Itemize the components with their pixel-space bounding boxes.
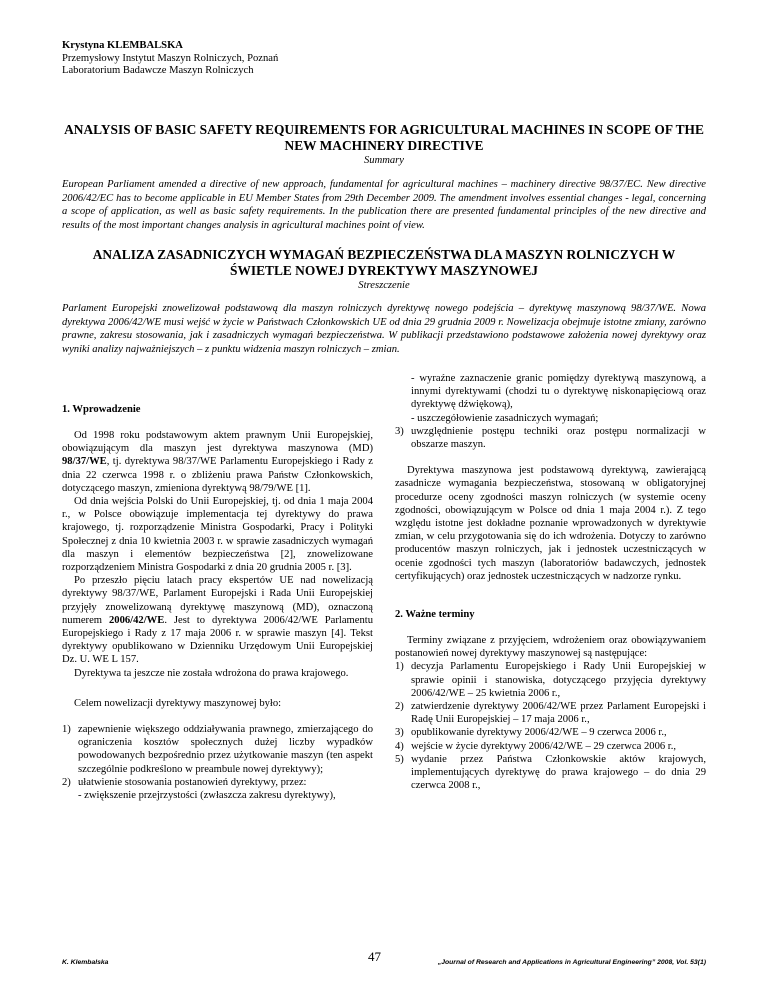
sub-list-item: - wyraźne zaznaczenie granic pomiędzy dyrektywą maszynową, a innymi dyrektywami (chodzi tu o dyrektywę niskonapięciową oraz dyrektywę dźwiękową), xyxy=(411,373,706,411)
list-text: zatwierdzenie dyrektywy 2006/42/WE przez Parlament Europejski i Radę Unii Europejskiej – 17 maja 2006 r., xyxy=(411,701,706,726)
page-number: 47 xyxy=(368,949,381,964)
list-text: opublikowanie dyrektywy 2006/42/WE – 9 czerwca 2006 r., xyxy=(411,727,667,739)
list-number: 4) xyxy=(395,740,404,752)
english-title: ANALYSIS OF BASIC SAFETY REQUIREMENTS FOR AGRICULTURAL MACHINES IN SCOPE OF THE NEW MACHINERY DIRECTIVE xyxy=(64,122,704,153)
list-number: 2) xyxy=(62,776,71,788)
p3-text-a: Po przeszło pięciu latach pracy ekspertów UE nad nowelizacją dyrektywy 98/37/WE, Parlament Europejski i Rada Unii Europejskiej przyjęły znowelizowaną dyrektywę maszynową (MD), oznaczoną numerem xyxy=(62,575,373,626)
section-1-heading: 1. Wprowadzenie xyxy=(62,404,141,415)
section-1-paragraph-1 xyxy=(62,429,373,495)
p3-text-c: . Jest to dyrektywa 2006/42/WE Parlamentu Europejskiego i Rady z 17 maja 2006 r. w sprawie maszyn [4]. Tekst dyrektywy opublikowano w Dzienniku Urzędowym Unii Europejskiej Dz. U. WE L 157. xyxy=(62,614,374,666)
list-item xyxy=(395,425,706,451)
polish-summary: Parlament Europejski znowelizował podstawową dla maszyn rolniczych dyrektywę nowego podejścia – dyrektywę maszynową 98/37/WE. Nowa dyrektywa 2006/42/WE musi wejść w życie w Państwach Członkowskich UE od dnia 29 grudnia 2009 r. Nowelizacja obejmuje istotne zmiany, zarówno prawne, zakresu stosowania, jak i zasadniczych wymagań bezpieczeństwa. W publikacji przedstawiono podstawowe założenia nowej dyrektywy oraz wyniki analizy najważniejszych – z punktu widzenia maszyn rolniczych – zmian. xyxy=(62,303,706,355)
page-footer xyxy=(62,950,706,970)
p1-text-a: Od 1998 roku podstawowym aktem prawnym Unii Europejskiej, obowiązującym dla maszyn jest dyrektywa maszynowa (MD) xyxy=(62,430,373,455)
list-text: wydanie przez Państwa Członkowskie aktów krajowych, implementujących dyrektywę do prawa krajowego – do dnia 29 czerwca 2008 r., xyxy=(411,753,706,792)
section-2-intro: Terminy związane z przyjęciem, wdrożeniem oraz obowiązywaniem postanowień nowej dyrektywy maszynowej są następujące: xyxy=(395,635,706,660)
sub-list-item: - uszczegółowienie zasadniczych wymagań; xyxy=(411,412,599,424)
list-item xyxy=(62,723,373,776)
list-item xyxy=(62,776,373,789)
list-number: 1) xyxy=(395,661,404,673)
list-text: zapewnienie większego oddziaływania prawnego, zmierzającego do ograniczenia kosztów społecznych dużej liczby wypadków powodowanych bezpośrednio przez użytkowanie maszyn (ten aspekt szczególnie podkreślono w preambule nowej dyrektywy); xyxy=(78,724,373,775)
p3-directive-number: 2006/42/WE xyxy=(108,614,165,626)
section-2-heading: 2. Ważne terminy xyxy=(395,609,475,621)
list-item xyxy=(395,660,706,700)
list-text: decyzja Parlamentu Europejskiego i Rady Unii Europejskiej w sprawie opinii i stanowiska, dotyczącego przyjęcia dyrektywy 2006/42/WE – 25 kwietnia 2006 r., xyxy=(411,661,706,699)
list-number: 1) xyxy=(62,724,71,736)
p1-directive-number: 98/37/WE xyxy=(62,456,107,468)
english-summary: European Parliament amended a directive of new approach, fundamental for agricultural machines – machinery directive 98/37/EC. New directive 2006/42/EC has to become applicable in EU Member States from 29th December 2009. The amendment involves essential changes - legal, concerning a scope of application, as well as basic safety requirements. In the publication there are presented fundamental principles of the new directive and results of the most important changes analysis in agricultural machines point of view. xyxy=(62,179,706,231)
section-1-paragraph-5: Celem nowelizacji dyrektywy maszynowej było: xyxy=(74,697,282,709)
polish-summary-heading: Streszczenie xyxy=(358,280,410,291)
goals-list xyxy=(62,723,373,802)
author-laboratory: Laboratorium Badawcze Maszyn Rolniczych xyxy=(62,65,254,77)
left-column xyxy=(62,372,373,802)
list-number: 5) xyxy=(395,753,404,765)
goals-list-continued xyxy=(395,425,706,451)
list-item xyxy=(395,726,706,739)
list-text: ułatwienie stosowania postanowień dyrektywy, przez: xyxy=(78,776,307,788)
list-item xyxy=(395,740,706,753)
section-1-paragraph-6: Dyrektywa maszynowa jest podstawową dyrektywą, zawierającą zasadnicze wymagania bezpieczeństwa, stosowaną w obligatoryjnej procedurze oceny zgodności maszyn rolniczych (w systemie oceny zgodności, obowiązującym w Polsce od dnia 1 maja 2004 r.). Z tego względu istotne jest dokładne poznanie wprowadzonych w dyrektywie zmian, w celu przygotowania się do ich wdrożenia. Dotyczy to zarówno producentów maszyn rolniczych, jak i jednostek uczestniczących w ocenie zgodności tych maszyn (laboratoriów badawczych, jednostek certyfikujących) oraz jednostek uczestniczących w nadzorze rynku. xyxy=(395,465,706,582)
author-institute: Przemysłowy Instytut Maszyn Rolniczych, Poznań xyxy=(62,52,279,64)
right-column xyxy=(395,372,706,792)
english-summary-heading: Summary xyxy=(363,155,405,166)
list-item xyxy=(395,700,706,726)
list-text: uwzględnienie postępu techniki oraz postępu normalizacji w obszarze maszyn. xyxy=(411,425,706,451)
polish-title: ANALIZA ZASADNICZYCH WYMAGAŃ BEZPIECZEŃSTWA DLA MASZYN ROLNICZYCH W ŚWIETLE NOWEJ DYREKTYWY MASZYNOWEJ xyxy=(92,247,676,278)
list-number: 2) xyxy=(395,701,404,713)
list-item xyxy=(395,753,706,793)
list-number: 3) xyxy=(395,727,404,739)
section-1-paragraph-3 xyxy=(62,574,373,666)
p1-text-c: , tj. dyrektywa 98/37/WE Parlamentu Europejskiego i Rady z dnia 22 czerwca 1998 r. o zbliżeniu prawa Państw Członkowskich, dotyczącego maszyn, zmieniona dyrektywą 98/79/WE [1]. xyxy=(62,456,373,494)
list-number: 3) xyxy=(395,425,404,437)
footer-author: K. Klembalska xyxy=(62,959,109,966)
sub-list-item: - zwiększenie przejrzystości (zwłaszcza zakresu dyrektywy), xyxy=(78,790,336,802)
list-text: wejście w życie dyrektywy 2006/42/WE – 29 czerwca 2006 r., xyxy=(411,740,677,752)
section-1-paragraph-4: Dyrektywa ta jeszcze nie została wdrożona do prawa krajowego. xyxy=(74,667,349,679)
author-block xyxy=(62,40,702,78)
author-name: Krystyna KLEMBALSKA xyxy=(62,40,183,51)
dates-list xyxy=(395,660,706,792)
section-1-paragraph-2: Od dnia wejścia Polski do Unii Europejskiej, tj. od dnia 1 maja 2004 r., w Polsce obowiązuje implementacja tej dyrektywy do prawa krajowego, tj. rozporządzenie Ministra Gospodarki, Pracy i Polityki Społecznej z dnia 10 kwietnia 2003 r. w sprawie zasadniczych wymagań dla maszyn i elementów bezpieczeństwa [2], znowelizowane rozporządzeniem Ministra Gospodarki z dnia 20 grudnia 2005 r. [3]. xyxy=(62,496,373,574)
footer-journal: „Journal of Research and Applications in Agricultural Engineering” 2008, Vol. 53(1) xyxy=(437,959,706,966)
